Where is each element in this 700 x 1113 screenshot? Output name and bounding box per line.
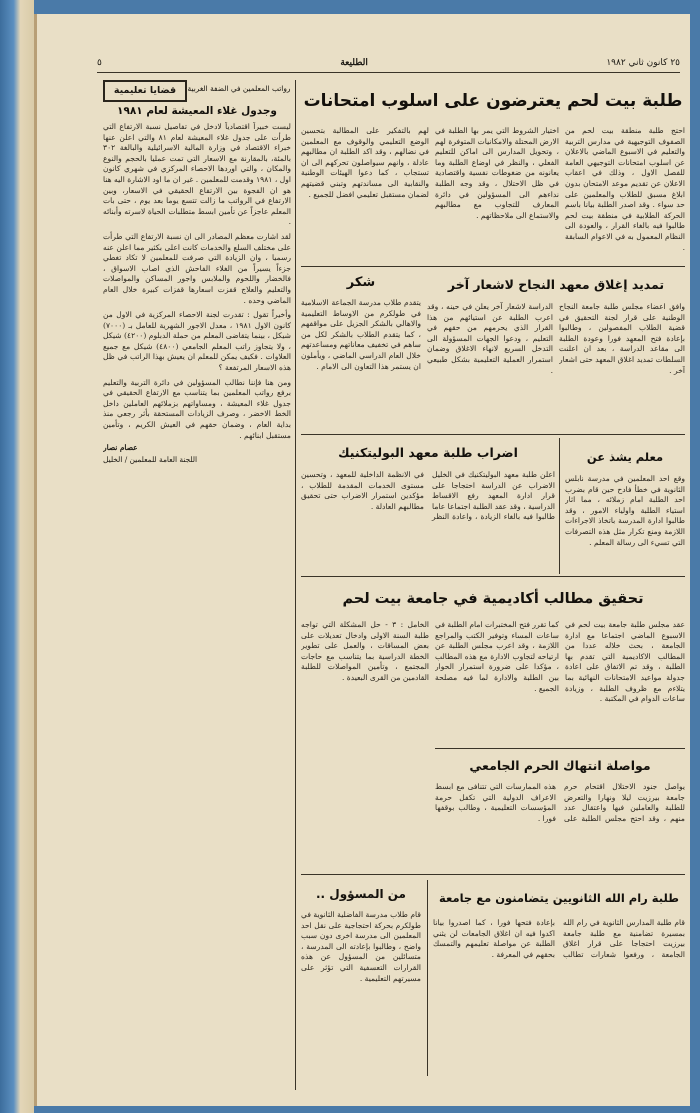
birzeit-body: قام طلبة المدارس الثانوية في رام الله بمسيرة تضامنية مع طلبة جامعة بيرزيت احتجاجا على قرار اغلاق الجامعة ، ورفعوا شعارات تطالب بإعادة فتحها فورا ، كما اصدروا بيانا اكدوا فيه ان اغلاق الجامعات لن يثني الطلبة عن مواصلة تعليمهم والتمسك بحقهم في المعرفة . (433, 918, 685, 959)
polytechnic-headline: اضراب طلبة معهد البوليتكنيك (338, 445, 518, 460)
divider (559, 438, 560, 574)
divider (427, 880, 428, 1076)
bethlehem-col-a: احتج طلبة منطقة بيت لحم من الصفوف التوجيهية في مدارس التربية والتعليم في الاسبوع الماضي بالاعلان عن اسلوب امتحانات التوجيهي العامة للفصل الاول ، وذلك في اعقاب الاعلان عن تقديم موعد الامتحان بدون ابلاغ مسبق للطلاب والمعلمين على حد سواء . وقد اصدر الطلبة بيانا باسم الحركة الطلابية في منطقة بيت لحم طالبوا فيه بالغاء القرار ، والعودة الى النظام المعمول به في الاعوام السابقة . (565, 126, 685, 252)
divider (301, 874, 685, 875)
header-date: ٢٥ كانون ثاني ١٩٨٢ (606, 58, 680, 68)
section-badge: قضايا تعليمية (103, 80, 187, 102)
academic-col-a: عقد مجلس طلبة جامعة بيت لحم في الاسبوع الماضي اجتماعا مع ادارة الجامعة ، بحث خلاله عددا من المطالب الاكاديمية التي تقدم بها الطلبة ، وقد تم الاتفاق على اعادة جدولة مواعيد الامتحانات النهائية بما يتلاءم مع ظروف الطلبة ، وزيادة ساعات الدوام في المكتبة . (565, 620, 685, 704)
left-paragraph-1: ليست خبيراً اقتصادياً لادخل في تفاصيل نسبة الارتفاع التي طرأت على جدول غلاء المعيشة لعام ٨١ والتي اعلن عنها خبراء الاقتصاد في وزارة المالية الاسرائيلية والبالغة ٣٠٢ بالمئة، بالمقارنة مع الاسعار التي تمت عمليا بالحجم والنوع والمكان ، والتي اوردها الاحصاء المركزي في شهري كانون اول ، ١٩٨١ وقدمت للمعلمين . غير ان ما اود الاشارة اليه هنا هو ان الفجوة بين الارتفاع الحقيقي في الاسعار، وبين الارتفاع في الرواتب ما زالت تتسع يوما بعد يوم ، حتى بات المعلم عاجزاً عن تأمين ابسط متطلبات الحياة لاسرته وأبنائه . (103, 122, 291, 227)
bethlehem-col-c: لهم بالتفكير على المطالبة بتحسين الوضع التعليمي والوقوف مع المعلمين في نضالهم ، وقد اكد الطلبة ان مطالبهم عادلة ، وانهم سيواصلون تحركهم الى ان تستجاب ، كما دعوا الهيئات الوطنية والنقابية الى مساندتهم وتبني قضيتهم لضمان مستقبل تعليمي افضل للجميع . (301, 126, 429, 199)
polytechnic-body: اعلن طلبة معهد البوليتكنيك في الخليل الاضراب عن الدراسة احتجاجا على قرار ادارة المعهد رفع الاقساط الدراسية ، وقد عقد الطلبة اجتماعا عاما طالبوا فيه بالغاء الزيادة ، واعادة النظر في الانظمة الداخلية للمعهد ، وتحسين مستوى الخدمات المقدمة للطلاب ، مؤكدين استمرار الاضراب حتى تحقيق مطالبهم العادلة . (301, 470, 555, 522)
najah-col-a: وافق اعضاء مجلس طلبة جامعة النجاح الوطنية على قرار لجنة التحقيق في قضية الطلاب المفصولين ، وطالبوا بإعادة فتح المعهد فورا وعودة الطلبة الى مقاعد الدراسة ، بعد ان اعلنت السلطات تمديد اغلاق المعهد حتى اشعار آخر . (559, 302, 685, 375)
divider (435, 748, 685, 749)
divider (301, 576, 685, 577)
divider (301, 266, 685, 267)
birzeit-headline: طلبة رام الله الثانويين يتضامنون مع جامعة (439, 891, 679, 905)
binding-edge (0, 0, 34, 1113)
left-paragraph-3: وأخيراً تقول : تقدرت لجنة الاحصاء المركزية في الاول من كانون الاول ١٩٨١ ، معدل الاجور الشهرية للعامل بـ (٧٠٠٠) شيكل ، بينما يتقاضى المعلم من حملة الدبلوم (٤٢٠٠) شيكل ، ولا يتجاوز راتب المعلم الجامعي (٤٨٠٠) شيكل مع جميع العلاوات . فكيف يمكن للمعلم ان يعيش بهذا الراتب في ظل هذه الاسعار المرتفعة ؟ (103, 310, 291, 373)
left-headline: وجدول غلاء المعيشة لعام ١٩٨١ (117, 105, 277, 117)
header-page-number: ٥ (97, 58, 102, 68)
responsible-headline: من المسؤول .. (316, 887, 406, 901)
left-article (103, 122, 291, 1080)
academic-headline: تحقيق مطالب أكاديمية في جامعة بيت لحم (342, 591, 644, 607)
najah-col-b: الدراسة لاشعار آخر يعلن في حينه ، وقد اعرب الطلبة عن استيائهم من هذا القرار الذي يحرمهم من حقهم في التعليم ، ودعوا الجهات المسؤولة الى التدخل السريع لانهاء الاغلاق وضمان استمرار العملية التعليمية بشكل طبيعي . (427, 302, 553, 375)
academic-col-b: كما تقرر فتح المختبرات امام الطلبة في ساعات المساء وتوفير الكتب والمراجع اللازمة ، وقد اعرب مجلس الطلبة عن ارتياحه لتجاوب الادارة مع هذه المطالب ، مؤكدا على ضرورة استمرار الحوار بين الطلبة والادارة لما فيه مصلحة الجميع . (435, 620, 559, 693)
page-header (97, 54, 680, 73)
bethlehem-headline: طلبة بيت لحم يعترضون على اسلوب امتحانات (303, 91, 683, 111)
left-paragraph-2: لقد اشارت معظم المصادر الى ان نسبة الارتفاع التي طرأت على مختلف السلع والخدمات كانت اعلى بكثير مما اعلن عنه رسميا ، وان الزيادة التي صرفت للمعلمين لا تكاد تغطي جزءاً يسيراً من الغلاء الفاحش الذي اصاب الاسواق ، فالخضار واللحوم والملابس واجور المساكن والمواصلات والتعليم والعلاج قفزت اسعارها قفزات كبيرة خلال العام الماضي وحده . (103, 231, 291, 305)
left-kicker: رواتب المعلمين في الضفة الغربية (187, 84, 291, 93)
header-section: الطليعة (340, 58, 368, 68)
campus-headline: مواصلة انتهاك الحرم الجامعي (469, 758, 651, 773)
najah-headline: تمديد إغلاق معهد النجاح لاشعار آخر (447, 277, 665, 292)
bethlehem-col-b: اختيار الشروط التي يمر بها الطلبة في الارض المحتلة والامكانيات المتوفرة لهم ، وتحويل المدارس الى اماكن للتعليم الفعلي ، والنظر في اوضاع الطلبة وما يعانونه من ضغوطات نفسية واقتصادية في ظل الاحتلال ، وقد وجه الطلبة نداءهم الى المسؤولين في دائرة المعارف للتجاوب مع مطالبهم والاستماع الى ملاحظاتهم . (435, 126, 559, 220)
divider (301, 434, 685, 435)
thanks-headline: شكر (346, 275, 376, 290)
teacher-headline: معلم يشذ عن (586, 450, 664, 464)
left-signature-org: اللجنة العامة للمعلمين / الخليل (103, 455, 198, 465)
left-paragraph-4: ومن هنا فإننا نطالب المسؤولين في دائرة التربية والتعليم برفع رواتب المعلمين بما يتناسب مع الارتفاع الحقيقي في جدول غلاء المعيشة ، ومساواتهم بزملائهم العاملين داخل الخط الاخضر ، وصرف الزيادات المستحقة بأثر رجعي منذ بداية العام ، وضمان حقهم في العيش الكريم ، وتأمين مستقبل ابنائهم . (103, 377, 291, 440)
academic-col-c: الخامل : ٣ - حل المشكلة التي تواجه طلبة السنة الاولى وادخال تعديلات على بعض المساقات ، والعمل على تطوير الخطة الدراسية بما يتناسب مع حاجات المجتمع ، وتأمين المواصلات للطلبة القادمين من القرى البعيدة . (301, 620, 429, 682)
teacher-body: وقع احد المعلمين في مدرسة نابلس الثانوية في خطأ فادح حين قام بضرب احد الطلبة امام زملائه ، مما اثار استياء الطلبة واولياء الامور ، وقد طالبوا ادارة المدرسة باتخاذ الاجراءات اللازمة ومنع تكرار مثل هذه التصرفات التي تسيء الى رسالة المعلم . (565, 474, 685, 547)
column-divider (295, 80, 296, 1090)
newspaper-page (34, 14, 690, 1106)
responsible-body: قام طلاب مدرسة الفاضلية الثانوية في طولكرم بحركة احتجاجية على نقل احد المعلمين الى مدرسة اخرى دون سبب واضح ، وطالبوا بإعادته الى المدرسة ، متسائلين من المسؤول عن هذه القرارات التعسفية التي تؤثر على مسيرتهم التعليمية . (301, 910, 421, 983)
left-signature-name: عصام نصار (103, 443, 138, 453)
thanks-body: يتقدم طلاب مدرسة الجماعة الاسلامية في طولكرم من الاوساط التعليمية والاهالي بالشكر الجزيل على مواقفهم ، كما يتقدم الطلاب بالشكر لكل من ساهم في تخفيف معاناتهم ومساعدتهم خلال العام الدراسي الماضي ، ويأملون ان يستمر هذا التعاون الى الامام . (301, 298, 421, 371)
campus-body: يواصل جنود الاحتلال اقتحام حرم جامعة بيرزيت ليلا ونهارا والتعرض للطلبة والعاملين فيها واعتقال عدد منهم ، وقد احتج مجلس الطلبة على هذه الممارسات التي تتنافى مع ابسط الاعراف الدولية التي تكفل حرمة المؤسسات التعليمية ، وطالب بوقفها فورا . (435, 782, 685, 823)
